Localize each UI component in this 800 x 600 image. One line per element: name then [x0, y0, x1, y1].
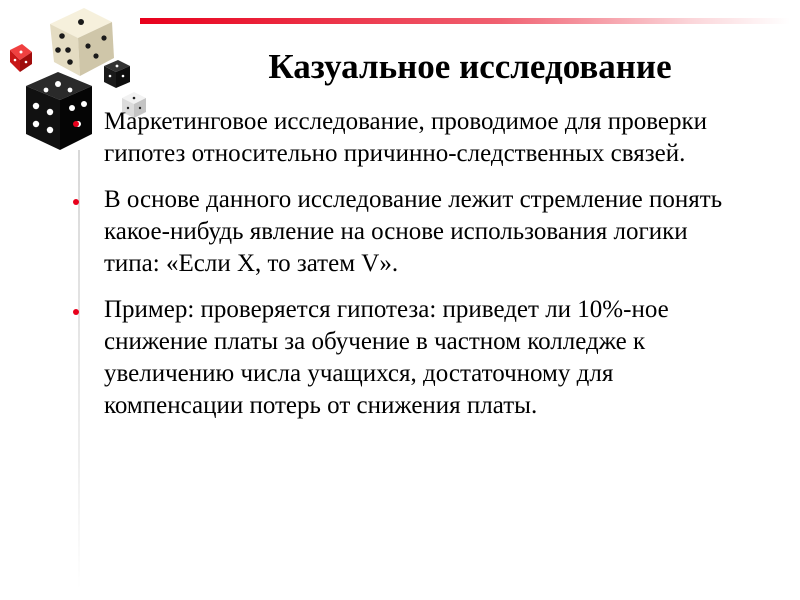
- bullet-dot-icon: [73, 121, 79, 127]
- bullet-text: Пример: проверяется гипотеза: приведет ли 10%-ное снижение платы за обучение в частном колледже к увеличению числа учащихся, достаточному для компенсации потерь от снижения платы.: [104, 296, 669, 419]
- ivory-die-icon: [50, 8, 114, 76]
- top-accent-line: [140, 18, 790, 24]
- bullet-list: [68, 106, 748, 436]
- slide-title: Казуальное исследование: [268, 47, 672, 86]
- bullet-item-logic: [68, 184, 748, 280]
- red-die-icon: [10, 44, 32, 72]
- bullet-dot-icon: [73, 309, 79, 315]
- bullet-item-definition: [68, 106, 748, 170]
- bullet-item-example: [68, 294, 748, 422]
- bullet-text: Маркетинговое исследование, проводимое для проверки гипотез относительно причинно-следственных связей.: [104, 108, 707, 167]
- bullet-dot-icon: [73, 199, 79, 205]
- bullet-text: В основе данного исследование лежит стремление понять какое-нибудь явление на основе использования логики типа: «Если Х, то затем V».: [104, 186, 723, 277]
- small-black-die-icon: [104, 60, 130, 88]
